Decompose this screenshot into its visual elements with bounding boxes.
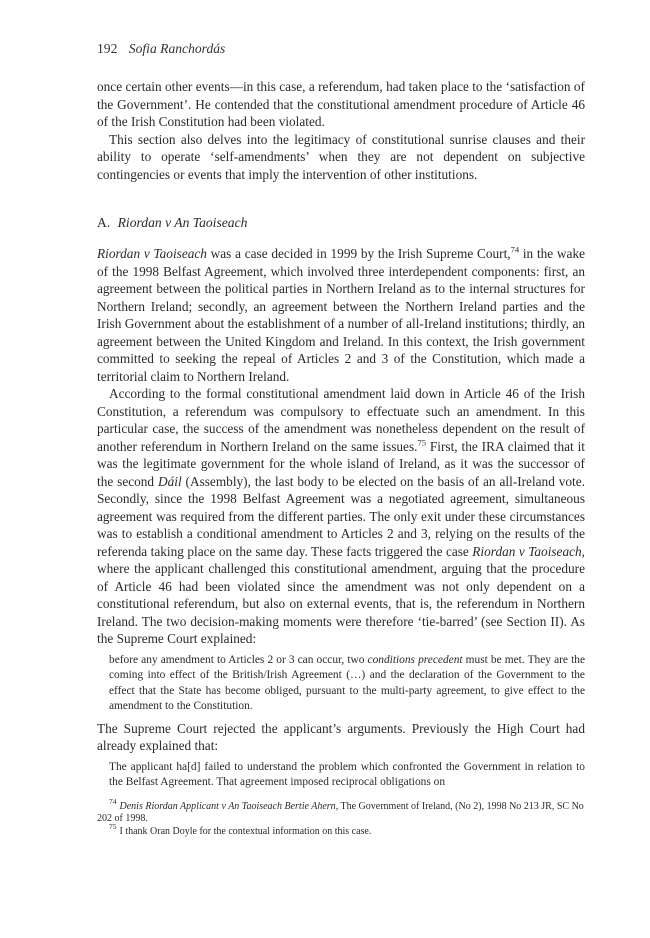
- body-paragraph-3: The Supreme Court rejected the applicant’s arguments. Previously the High Court had already explained that:: [97, 720, 585, 753]
- case-name: Riordan v Taoiseach: [97, 246, 207, 261]
- footnote-ref-74[interactable]: 74: [510, 244, 520, 255]
- footnote-number: 74: [109, 797, 117, 807]
- footnote-75: [97, 822, 585, 839]
- footnote-case: Denis Riordan Applicant v An Taoiseach Bertie Ahern: [119, 800, 336, 812]
- page-number: 192: [97, 41, 118, 56]
- footnote-number: 75: [109, 822, 117, 832]
- quote-fragment: must be met. They are the coming into effect of the British/Irish Agreement (…) and the declaration of the Government to the effect that the State has become obliged, pursuant to the multi-party agreement, to give effect to the amendment to the Constitution.: [109, 653, 586, 712]
- case-name: Riordan v Taoiseach: [472, 543, 582, 559]
- running-author: Sofia Ranchordás: [128, 41, 226, 56]
- quote-fragment: before any amendment to Articles 2 or 3 can occur, two: [109, 653, 368, 666]
- paragraph-text: According to the formal constitutional amendment laid down in Article 46 of the Irish Constitution, a referendum was compulsory to effectuate such an amendment. In this particular case, the success of the amendment was nonetheless dependent on the result of another referendum in Northern Ireland on the same issues.: [97, 386, 585, 454]
- section-heading: [97, 214, 585, 232]
- emphasis: conditions precedent: [367, 653, 463, 666]
- footnote-text: I thank Oran Doyle for the contextual information on this case.: [119, 825, 372, 837]
- paragraph-text: in the wake of the 1998 Belfast Agreement, which involved three interdependent components: first, an agreement between the political parties in Northern Ireland as to the internal structures for Northern Ireland; secondly, an agreement between the Northern Ireland parties and the Irish Government about the establishment of a number of all-Ireland institutions; thirdly, an agreement between the United Kingdom and Ireland. In this context, the Irish government committed to seeking the repeal of Articles 2 and 3 of the Constitution, which made a territorial claim to Northern Ireland.: [97, 246, 585, 384]
- body-paragraph-1: [97, 245, 585, 385]
- quote-text: [109, 653, 585, 715]
- quote-text: The applicant ha[d] failed to understand the problem which confronted the Government in relation to the Belfast Agreement. That agreement imposed reciprocal obligations on: [109, 760, 585, 788]
- footnotes: [97, 797, 585, 839]
- main-text: [97, 78, 585, 791]
- dail-term: Dáil: [158, 473, 182, 489]
- paragraph-text: (Assembly), the last body to be elected on the basis of an all-Ireland vote. Secondly, since the 1998 Belfast Agreement was a negotiated agreement, simultaneous agreement was required from the different parties. The only exit under these circumstances was to establish a conditional amendment to Articles 2 and 3, relying on the results of the referenda taking place on the same day. These facts triggered the case: [97, 473, 585, 559]
- intro-paragraph-2: This section also delves into the legitimacy of constitutional sunrise clauses and their ability to operate ‘self-amendments’ when they are not dependent on subjective contingencies or events that imply the intervention of other institutions.: [97, 131, 585, 182]
- paragraph-text: was a case decided in 1999 by the Irish Supreme Court,: [206, 246, 511, 261]
- section-title: Riordan v An Taoiseach: [117, 215, 248, 230]
- block-quote-2: [109, 760, 585, 791]
- document-page: [97, 40, 585, 838]
- footnote-ref-75[interactable]: 75: [417, 437, 426, 448]
- block-quote-1: [109, 653, 585, 715]
- paragraph-text: , where the applicant challenged this constitutional amendment, arguing that the procedure of Article 46 had been violated since the amendment was not only dependent on a constitutional referendum, but also on external events, that is, the referendum in Northern Ireland. The two decision-making moments were therefore ‘tie-barred’ (see Section II). As the Supreme Court explained:: [97, 543, 585, 646]
- intro-paragraph-1: once certain other events—in this case, a referendum, had taken place to the ‘satisfaction of the Government’. He contended that the constitutional amendment procedure of Article 46 of the Irish Constitution had been violated.: [97, 79, 585, 129]
- footnote-74: [97, 797, 585, 826]
- paragraph-text: First, the IRA claimed that it was the legitimate government for the whole island of Ireland, as it was the successor of the second: [97, 438, 585, 489]
- body-paragraph-2: [97, 385, 585, 648]
- footnote-text: , The Government of Ireland, (No 2), 1998 No 213 JR, SC No 202 of 1998.: [97, 800, 584, 824]
- section-label: A.: [97, 215, 111, 230]
- running-header: [97, 40, 585, 58]
